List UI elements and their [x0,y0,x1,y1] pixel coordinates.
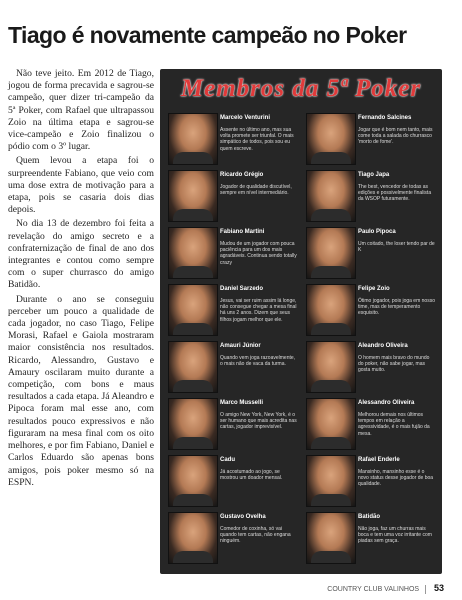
member-name: Paulo Pipoca [358,229,396,235]
member-photo-shirt [173,152,213,164]
member-name: Fernando Salcines [358,115,412,121]
member-name: Cadu [220,457,235,463]
member-description: O amigo New York, New York, é o ser humano que mais acredita nas cartas, jogador imprevisível. [220,412,297,431]
member-photo [168,512,218,564]
member-description: Jesus, vai ser ruim assim lá longe, não consegue chegar a mesa final há uns 2 anos. Dizem que seus filhos jogam melhor que ele. [220,298,297,323]
article-title: Tiago é novamente campeão no Poker [8,22,407,49]
member-photo-shirt [173,266,213,278]
member-description: Um coitado, the loser tendo par de K [358,241,435,254]
members-panel-title: Membros da 5ª Poker [180,75,422,102]
member-name: Amauri Júnior [220,343,261,349]
member-photo [168,455,218,507]
member-photo-shirt [311,494,351,506]
member-name: Marcelo Venturini [220,115,271,121]
member-description: Jogar que é bom nem tanto, mais come toda a salada do churrasco 'morto de fome'. [358,127,433,146]
article-paragraph-4: Durante o ano se conseguiu perceber um pouco a qualidade de cada jogador, no caso Tiago, Felipe Morasi, Rafael e Gaiola mostraram maior consistência nos resultados. Ricardo, Alessandro, Gustavo e Amaury oscilaram muito durante a competição, com bons e maus resultados a cada etapa. Já Aleandro e Pipoca foram mal esse ano, com resultados pouco expressivos e não figuraram na mesa final com os oito melhores, e por fim Fabiano, Daniel e Carlos Eduardo são apenas bons amigos, pois poker mesmo só na ESPN. [8,293,154,488]
member-name: Gustavo Ovelha [220,514,266,520]
member-card [304,168,440,226]
member-photo-shirt [173,437,213,449]
footer-divider [425,585,426,594]
member-card [304,282,440,340]
member-photo-shirt [311,551,351,563]
member-name: Marco Musselli [220,400,264,406]
member-card [166,339,302,397]
member-photo [306,455,356,507]
member-photo-shirt [173,380,213,392]
member-photo-shirt [173,209,213,221]
member-photo-shirt [311,209,351,221]
member-description: Jogador de qualidade discutível, sempre em nível intermediário. [220,184,292,197]
member-photo [168,113,218,165]
member-photo [306,284,356,336]
member-card [166,282,302,340]
member-photo-shirt [173,551,213,563]
member-name: Ricardo Grégio [220,172,264,178]
member-photo [306,227,356,279]
member-photo-shirt [311,323,351,335]
page-footer [327,583,444,594]
member-photo-shirt [173,323,213,335]
member-card [304,339,440,397]
member-photo [306,341,356,393]
member-photo [306,398,356,450]
member-name: Fabiano Martini [220,229,265,235]
member-name: Rafael Enderle [358,457,400,463]
member-card [304,111,440,169]
article-paragraph-3: No dia 13 de dezembro foi feita a revelação do amigo secreto e a confraternização de final de ano dos integrantes e contou como sempre com o super churrasco do amigo Batidão. [8,218,154,291]
member-photo [168,284,218,336]
member-description: Já acostumado ao jogo, se mostrou um doador mensal. [220,469,283,482]
member-description: Comedor de coxinha, só vai quando tem cartas, não engana ninguém. [220,526,291,545]
member-photo [168,170,218,222]
member-card [166,168,302,226]
member-card [166,225,302,283]
member-name: Felipe Zoio [358,286,390,292]
member-photo [168,227,218,279]
member-photo [306,512,356,564]
member-description: Não joga, faz um churras mais boca e tem uma voz irritante com piadas sem graça. [358,526,432,545]
member-name: Alessandro Oliveira [358,400,415,406]
member-description: Ótimo jogador, pois joga em nosso time, mas de temperamento esquisito. [358,298,435,317]
member-photo-shirt [311,266,351,278]
members-panel [160,69,442,574]
member-photo [168,398,218,450]
member-card [166,111,302,169]
member-name: Aleandro Oliveira [358,343,408,349]
member-description: O homem mais bravo do mundo do poker, não sabe jogar, mas gosta muito. [358,355,430,374]
article-body [8,68,154,491]
member-description: Mansinho, mansinho esse é o novo status desse jogador de boa qualidade. [358,469,434,488]
member-card [166,453,302,511]
member-photo-shirt [311,152,351,164]
member-name: Tiago Japa [358,172,390,178]
article-paragraph-1: Não teve jeito. Em 2012 de Tiago, jogou de forma precavida e sagrou-se campeão, quer dizer tri-campeão da 5ª Poker, com Rafael que ultrapassou Zoio na última etapa e sagrou-se vice-campeão e Zoio finalizou o pódio com o 3º lugar. [8,68,154,153]
member-card [166,510,302,568]
member-photo-shirt [311,380,351,392]
member-card [304,225,440,283]
member-photo [306,170,356,222]
member-name: Daniel Sarzedo [220,286,264,292]
member-description: Melhorou demais nos últimos tempos em relação a agressividade, é o mais fujão da mesa. [358,412,430,437]
page-number: 53 [433,583,444,593]
member-photo [168,341,218,393]
member-description: The best, vencedor de todas as edições e possivelmente finalista da WSOP futuramente. [358,184,432,203]
member-description: Quando vem joga razoavelmente, o mais não de vaca da turma. [220,355,296,368]
member-description: Mudou de um jogador com pouca paciência para um dos mais agradáveis. Continua sendo totally crazy [220,241,297,266]
member-description: Assente no último ano, mas sua volta promete ser triunfal. O mais simpático de todos, pois sou eu quem escreve. [220,127,294,152]
member-photo-shirt [311,437,351,449]
member-name: Batidão [358,514,381,520]
magazine-name: COUNTRY CLUB VALINHOS [327,586,420,593]
article-paragraph-2: Quem levou a etapa foi o surpreendente Fabiano, que veio com uma dose extra de motivação para a etapa, pois se casaria dois dias depois. [8,155,154,216]
member-card [304,453,440,511]
member-photo [306,113,356,165]
member-card [166,396,302,454]
member-photo-shirt [173,494,213,506]
member-card [304,510,440,568]
member-card [304,396,440,454]
